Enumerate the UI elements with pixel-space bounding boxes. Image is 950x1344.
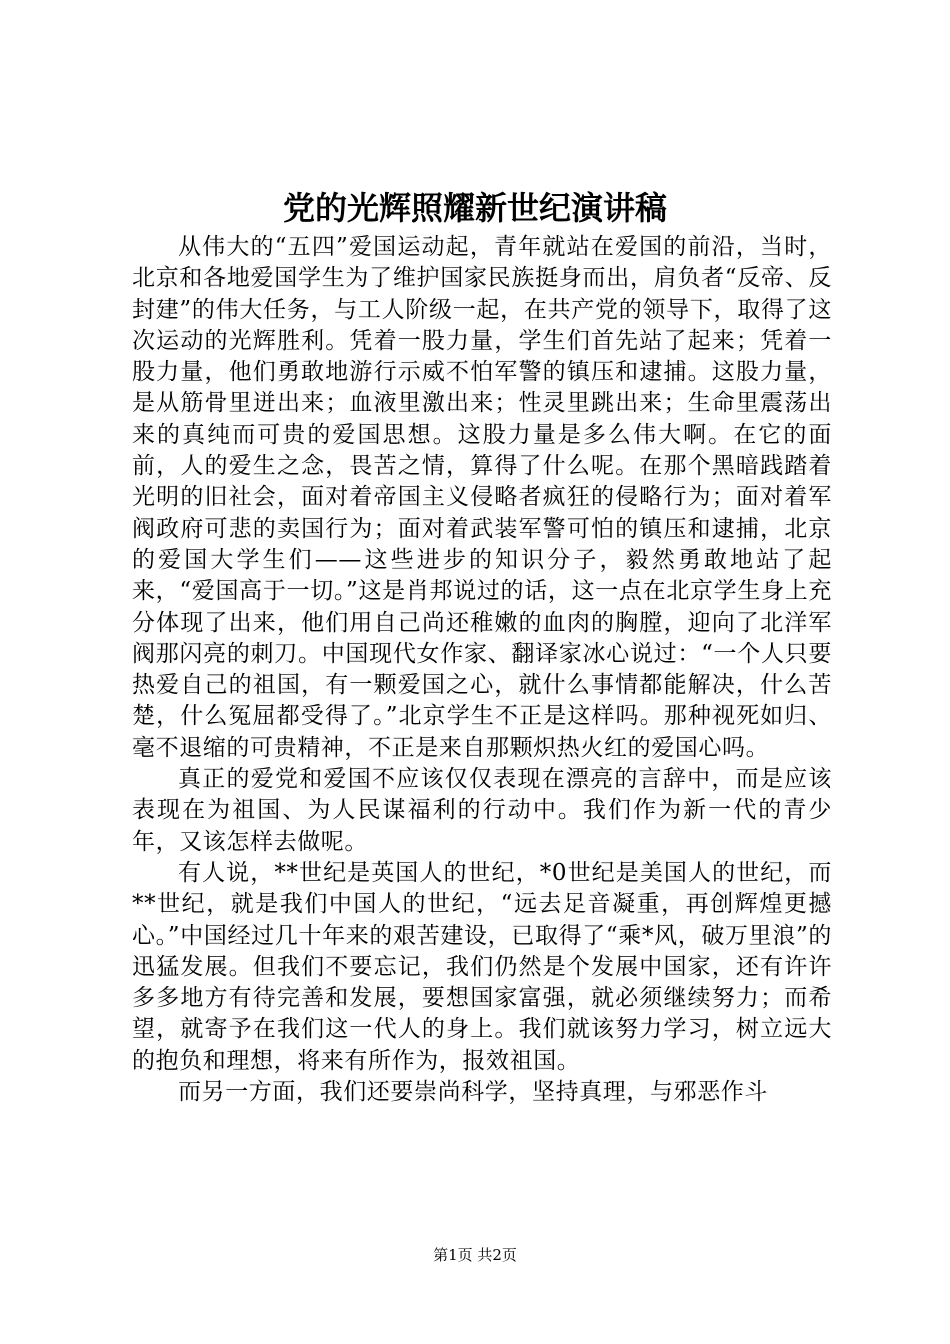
- paragraph: 真正的爱党和爱国不应该仅仅表现在漂亮的言辞中，而是应该表现在为祖国、为人民谋福利的行动中。我们作为新一代的青少年，又该怎样去做呢。: [132, 766, 832, 855]
- paragraph: 从伟大的“五四”爱国运动起，青年就站在爱国的前沿，当时，北京和各地爱国学生为了维护国家民族挺身而出，肩负者“反帝、反封建”的伟大任务，与工人阶级一起，在共产党的领导下，取得了这次运动的光辉胜利。凭着一股力量，学生们首先站了起来；凭着一股力量，他们勇敢地游行示威不怕军警的镇压和逮捕。这股力量，是从筋骨里迸出来；血液里激出来；性灵里跳出来；生命里震荡出来的真纯而可贵的爱国思想。这股力量是多么伟大啊。在它的面前，人的爱生之念，畏苦之情，算得了什么呢。在那个黑暗践踏着光明的旧社会，面对着帝国主义侵略者疯狂的侵略行为；面对着军阀政府可悲的卖国行为；面对着武装军警可怕的镇压和逮捕，北京的爱国大学生们——这些进步的知识分子，毅然勇敢地站了起来，“爱国高于一切。”这是肖邦说过的话，这一点在北京学生身上充分体现了出来，他们用自己尚还稚嫩的血肉的胸膛，迎向了北洋军阀那闪亮的刺刀。中国现代女作家、翻译家冰心说过：“一个人只要热爱自己的祖国，有一颗爱国之心，就什么事情都能解决，什么苦楚，什么冤屈都受得了。”北京学生不正是这样吗。那种视死如归、毫不退缩的可贵精神，不正是来自那颗炽热火红的爱国心吗。: [132, 234, 832, 761]
- document-body: [132, 232, 832, 1108]
- document-title: 党的光辉照耀新世纪演讲稿: [282, 189, 667, 227]
- paragraph: 有人说，**世纪是英国人的世纪，*0世纪是美国人的世纪，而**世纪，就是我们中国人的世纪，“远去足音凝重，再创辉煌更撼心。”中国经过几十年来的艰苦建设，已取得了“乘*风，破万里浪”的迅猛发展。但我们不要忘记，我们仍然是个发展中国家，还有许许多多地方有待完善和发展，要想国家富强，就必须继续努力；而希望，就寄予在我们这一代人的身上。我们就该努力学习，树立远大的抱负和理想，将来有所作为，报效祖国。: [132, 859, 832, 1074]
- page-number-footer: 第1页 共2页: [433, 1246, 517, 1264]
- paragraph: 而另一方面，我们还要崇尚科学，坚持真理，与邪恶作斗: [178, 1079, 768, 1106]
